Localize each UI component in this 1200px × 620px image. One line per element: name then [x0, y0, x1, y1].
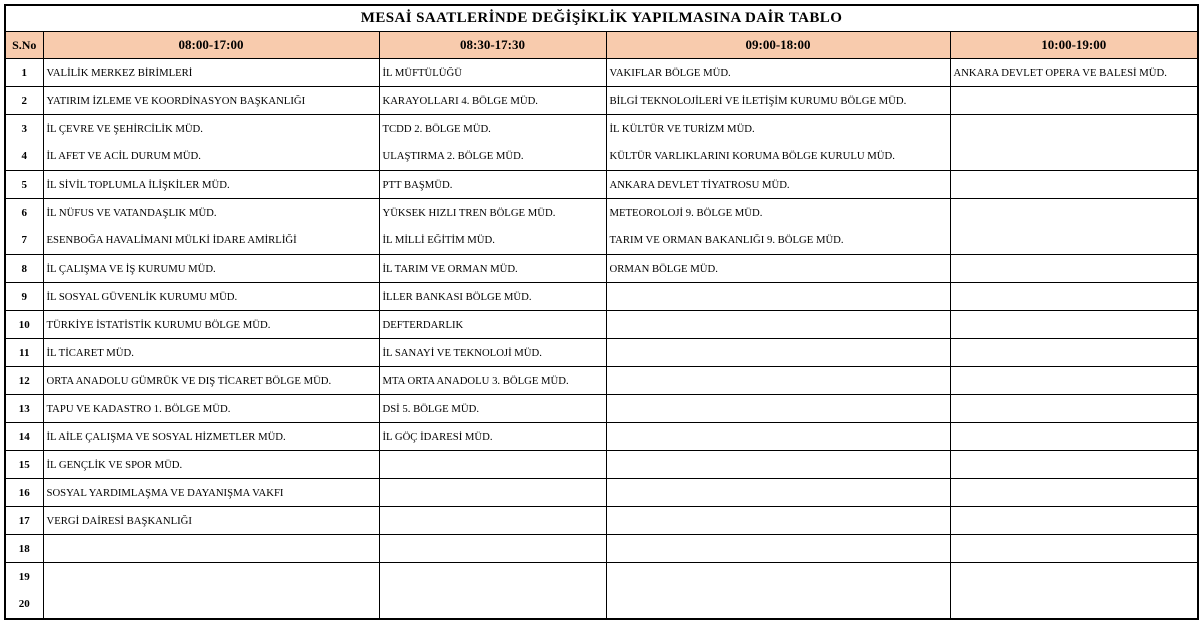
cell-col1: İL AİLE ÇALIŞMA VE SOSYAL HİZMETLER MÜD.	[43, 423, 379, 451]
table-row	[5, 59, 1198, 87]
cell-col2: İL GÖÇ İDARESİ MÜD.	[379, 423, 606, 451]
cell-col1: İL SİVİL TOPLUMLA İLİŞKİLER MÜD.	[43, 171, 379, 199]
cell-col1: İL TİCARET MÜD.	[43, 339, 379, 367]
cell-col1: ORTA ANADOLU GÜMRÜK VE DIŞ TİCARET BÖLGE MÜD.	[43, 367, 379, 395]
cell-col1: TAPU VE KADASTRO 1. BÖLGE MÜD.	[43, 395, 379, 423]
cell-col1	[43, 535, 379, 563]
column-header-1000-1900: 10:00-19:00	[950, 32, 1198, 59]
cell-col1: İL SOSYAL GÜVENLİK KURUMU MÜD.	[43, 283, 379, 311]
cell-col1: İL GENÇLİK VE SPOR MÜD.	[43, 451, 379, 479]
table-row	[5, 283, 1198, 311]
cell-col4	[950, 311, 1198, 339]
cell-col3: TARIM VE ORMAN BAKANLIĞI 9. BÖLGE MÜD.	[606, 227, 950, 255]
cell-col3: VAKIFLAR BÖLGE MÜD.	[606, 59, 950, 87]
cell-col4	[950, 535, 1198, 563]
cell-col3	[606, 479, 950, 507]
table-row	[5, 199, 1198, 227]
cell-col1: VERGİ DAİRESİ BAŞKANLIĞI	[43, 507, 379, 535]
row-number: 8	[5, 255, 43, 283]
cell-col1: TÜRKİYE İSTATİSTİK KURUMU BÖLGE MÜD.	[43, 311, 379, 339]
cell-col3	[606, 311, 950, 339]
cell-col4	[950, 507, 1198, 535]
cell-col2: KARAYOLLARI 4. BÖLGE MÜD.	[379, 87, 606, 115]
cell-col2: ULAŞTIRMA 2. BÖLGE MÜD.	[379, 143, 606, 171]
cell-col2	[379, 451, 606, 479]
cell-col3	[606, 591, 950, 619]
row-number: 11	[5, 339, 43, 367]
table-row	[5, 563, 1198, 591]
cell-col2	[379, 563, 606, 591]
cell-col4	[950, 591, 1198, 619]
cell-col1: İL ÇEVRE VE ŞEHİRCİLİK MÜD.	[43, 115, 379, 143]
cell-col3	[606, 535, 950, 563]
cell-col4	[950, 423, 1198, 451]
cell-col3	[606, 507, 950, 535]
table-row	[5, 423, 1198, 451]
table-row	[5, 451, 1198, 479]
cell-col3	[606, 423, 950, 451]
table-row	[5, 143, 1198, 171]
cell-col1	[43, 563, 379, 591]
cell-col2: İL MİLLİ EĞİTİM MÜD.	[379, 227, 606, 255]
row-number: 2	[5, 87, 43, 115]
cell-col4	[950, 563, 1198, 591]
cell-col2: PTT BAŞMÜD.	[379, 171, 606, 199]
cell-col4	[950, 395, 1198, 423]
cell-col2: DEFTERDARLIK	[379, 311, 606, 339]
cell-col3: METEOROLOJİ 9. BÖLGE MÜD.	[606, 199, 950, 227]
row-number: 17	[5, 507, 43, 535]
cell-col4: ANKARA DEVLET OPERA VE BALESİ MÜD.	[950, 59, 1198, 87]
cell-col3	[606, 563, 950, 591]
table-row	[5, 87, 1198, 115]
table-row	[5, 171, 1198, 199]
cell-col2	[379, 591, 606, 619]
worksheet	[4, 4, 1199, 620]
cell-col1: VALİLİK MERKEZ BİRİMLERİ	[43, 59, 379, 87]
row-number: 18	[5, 535, 43, 563]
cell-col4	[950, 199, 1198, 227]
cell-col2: TCDD 2. BÖLGE MÜD.	[379, 115, 606, 143]
table-row	[5, 311, 1198, 339]
table-row	[5, 367, 1198, 395]
cell-col3: ORMAN BÖLGE MÜD.	[606, 255, 950, 283]
column-header-sno: S.No	[5, 32, 43, 59]
cell-col2: İL MÜFTÜLÜĞÜ	[379, 59, 606, 87]
row-number: 1	[5, 59, 43, 87]
cell-col1: ESENBOĞA HAVALİMANI MÜLKİ İDARE AMİRLİĞİ	[43, 227, 379, 255]
cell-col2: İL TARIM VE ORMAN MÜD.	[379, 255, 606, 283]
cell-col1: İL NÜFUS VE VATANDAŞLIK MÜD.	[43, 199, 379, 227]
table-row	[5, 591, 1198, 619]
cell-col4	[950, 451, 1198, 479]
row-number: 5	[5, 171, 43, 199]
row-number: 7	[5, 227, 43, 255]
row-number: 19	[5, 563, 43, 591]
row-number: 6	[5, 199, 43, 227]
cell-col2: İL SANAYİ VE TEKNOLOJİ MÜD.	[379, 339, 606, 367]
table-body	[5, 59, 1198, 619]
row-number: 10	[5, 311, 43, 339]
cell-col3: BİLGİ TEKNOLOJİLERİ VE İLETİŞİM KURUMU BÖLGE MÜD.	[606, 87, 950, 115]
cell-col4	[950, 115, 1198, 143]
table-row	[5, 535, 1198, 563]
cell-col4	[950, 255, 1198, 283]
cell-col3	[606, 339, 950, 367]
row-number: 16	[5, 479, 43, 507]
cell-col4	[950, 87, 1198, 115]
row-number: 15	[5, 451, 43, 479]
cell-col3: KÜLTÜR VARLIKLARINI KORUMA BÖLGE KURULU MÜD.	[606, 143, 950, 171]
cell-col4	[950, 171, 1198, 199]
table-row	[5, 255, 1198, 283]
cell-col4	[950, 479, 1198, 507]
row-number: 4	[5, 143, 43, 171]
cell-col3	[606, 367, 950, 395]
cell-col4	[950, 339, 1198, 367]
table-row	[5, 227, 1198, 255]
cell-col1: İL ÇALIŞMA VE İŞ KURUMU MÜD.	[43, 255, 379, 283]
schedule-table	[4, 4, 1199, 620]
row-number: 9	[5, 283, 43, 311]
row-number: 3	[5, 115, 43, 143]
cell-col3	[606, 283, 950, 311]
cell-col3: İL KÜLTÜR VE TURİZM MÜD.	[606, 115, 950, 143]
cell-col3	[606, 395, 950, 423]
page-title: MESAİ SAATLERİNDE DEĞİŞİKLİK YAPILMASINA DAİR TABLO	[5, 5, 1198, 32]
cell-col4	[950, 227, 1198, 255]
table-row	[5, 339, 1198, 367]
cell-col4	[950, 367, 1198, 395]
cell-col1: YATIRIM İZLEME VE KOORDİNASYON BAŞKANLIĞI	[43, 87, 379, 115]
cell-col2: DSİ 5. BÖLGE MÜD.	[379, 395, 606, 423]
cell-col2	[379, 507, 606, 535]
title-row	[5, 5, 1198, 32]
cell-col1: İL AFET VE ACİL DURUM MÜD.	[43, 143, 379, 171]
cell-col3: ANKARA DEVLET TİYATROSU MÜD.	[606, 171, 950, 199]
row-number: 13	[5, 395, 43, 423]
cell-col2	[379, 535, 606, 563]
cell-col3	[606, 451, 950, 479]
cell-col2: MTA ORTA ANADOLU 3. BÖLGE MÜD.	[379, 367, 606, 395]
table-row	[5, 507, 1198, 535]
row-number: 14	[5, 423, 43, 451]
column-header-row	[5, 32, 1198, 59]
column-header-0830-1730: 08:30-17:30	[379, 32, 606, 59]
row-number: 12	[5, 367, 43, 395]
row-number: 20	[5, 591, 43, 619]
cell-col2	[379, 479, 606, 507]
cell-col1	[43, 591, 379, 619]
cell-col2: İLLER BANKASI BÖLGE MÜD.	[379, 283, 606, 311]
cell-col4	[950, 283, 1198, 311]
table-row	[5, 115, 1198, 143]
cell-col1: SOSYAL YARDIMLAŞMA VE DAYANIŞMA VAKFI	[43, 479, 379, 507]
column-header-0800-1700: 08:00-17:00	[43, 32, 379, 59]
cell-col4	[950, 143, 1198, 171]
cell-col2: YÜKSEK HIZLI TREN BÖLGE MÜD.	[379, 199, 606, 227]
table-row	[5, 395, 1198, 423]
column-header-0900-1800: 09:00-18:00	[606, 32, 950, 59]
table-row	[5, 479, 1198, 507]
